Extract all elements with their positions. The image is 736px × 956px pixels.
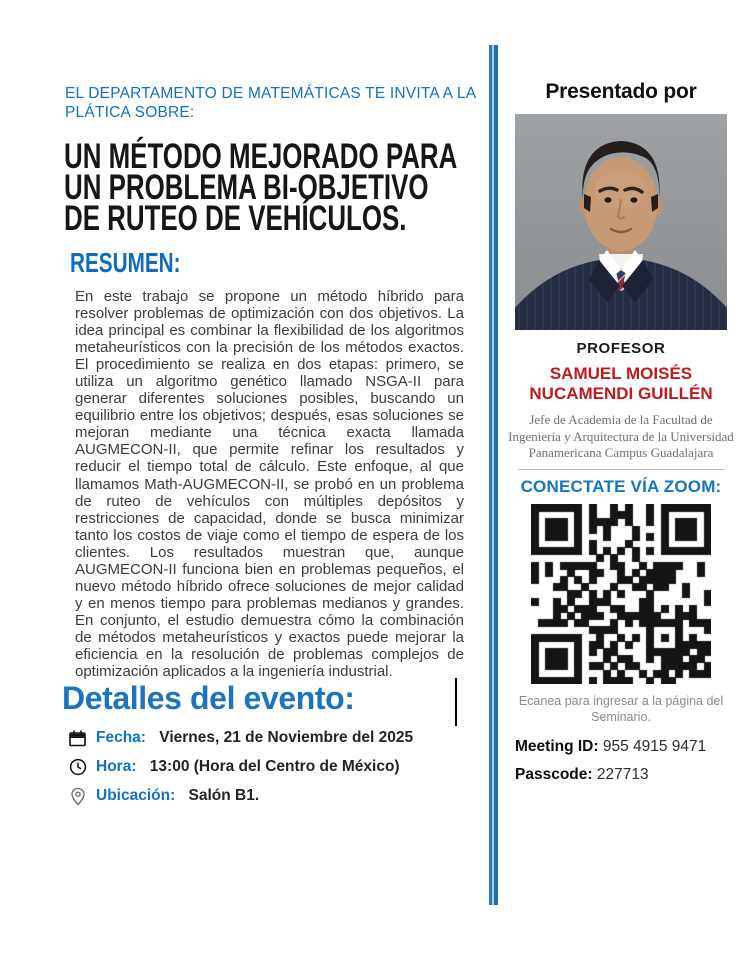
details-heading: Detalles del evento: (62, 680, 355, 716)
speaker-name-line-2: NUCAMENDI GUILLÉN (529, 384, 713, 403)
divider-line (518, 469, 724, 470)
passcode-value: 227713 (596, 766, 649, 783)
calendar-icon (68, 729, 87, 748)
speaker-photo (515, 114, 727, 330)
invite-header: EL DEPARTAMENTO DE MATEMÁTICAS TE INVITA A LA PLÁTICA SOBRE: (65, 85, 476, 121)
event-title-line-2: UN PROBLEMA BI-OBJETIVO (64, 168, 429, 207)
speaker-name-line-1: SAMUEL MOISÉS (549, 364, 693, 383)
role-label: PROFESOR (576, 340, 666, 357)
passcode-row (515, 766, 649, 784)
passcode-label: Passcode: (515, 766, 597, 783)
meeting-id-label: Meeting ID: (515, 738, 603, 755)
detail-value: 13:00 (Hora del Centro de México) (149, 758, 400, 775)
detail-row-hora (68, 757, 413, 777)
speaker-name (505, 364, 736, 404)
detail-row-ubicacion (68, 786, 413, 806)
detail-label: Fecha: (96, 729, 151, 746)
text-cursor (455, 678, 457, 726)
event-title-line-3: DE RUTEO DE VEHÍCULOS. (64, 199, 407, 238)
detail-label: Ubicación: (96, 787, 180, 804)
speaker-credentials: Jefe de Academia de la Facultad de Ingeniería y Arquitectura de la Universidad Panamericana Campus Guadalajara (508, 412, 734, 460)
clock-icon (68, 758, 87, 777)
meeting-id-value: 955 4915 9471 (602, 738, 707, 755)
resumen-heading: RESUMEN: (70, 247, 181, 278)
detail-value: Salón B1. (188, 787, 260, 804)
abstract-paragraph: En este trabajo se propone un método híbrido para resolver problemas de optimización con dos objetivos. La idea principal es combinar la flexibilidad de los algoritmos metaheurísticos con la precisión de los métodos exactos. El procedimiento se realiza en dos etapas: primero, se utiliza un algoritmo genético llamado NSGA-II para generar diferentes soluciones posibles, buscando un equilibrio entre los objetivos; después, esas soluciones se mejoran mediante una técnica exacta llamada AUGMECON-II, que permite refinar los resultados y reducir el tiempo total de cálculo. Este enfoque, al que llamamos Math-AUGMECON-II, se probó en un problema de ruteo de vehículos con múltiples depósitos y restricciones de capacidad, donde se busca minimizar tanto los costos de viaje como el tiempo de espera de los clientes. Los resultados muestran que, aunque AUGMECON-II funciona bien en problemas pequeños, el nuevo método híbrido ofrece soluciones de mejor calidad y en menos tiempo para problemas medianos y grandes. En conjunto, el estudio demuestra cómo la combinación de métodos metaheurísticos y exactos puede mejorar la eficiencia en la resolución de problemas complejos de optimización aplicados a la ingeniería industrial. (75, 288, 464, 681)
column-separator (489, 45, 498, 905)
location-pin-icon (68, 787, 87, 806)
scan-caption: Ecanea para ingresar a la página del Seminario. (518, 694, 724, 724)
event-details (68, 728, 413, 806)
event-title-line-1: UN MÉTODO MEJORADO PARA (64, 137, 458, 176)
presented-by-heading: Presentado por (545, 80, 697, 103)
detail-label: Hora: (96, 758, 141, 775)
qr-code (531, 504, 711, 684)
zoom-heading: CONECTATE VÍA ZOOM: (520, 477, 722, 496)
meeting-id-row (515, 738, 706, 756)
detail-value: Viernes, 21 de Noviembre del 2025 (159, 729, 414, 746)
detail-row-fecha (68, 728, 413, 748)
